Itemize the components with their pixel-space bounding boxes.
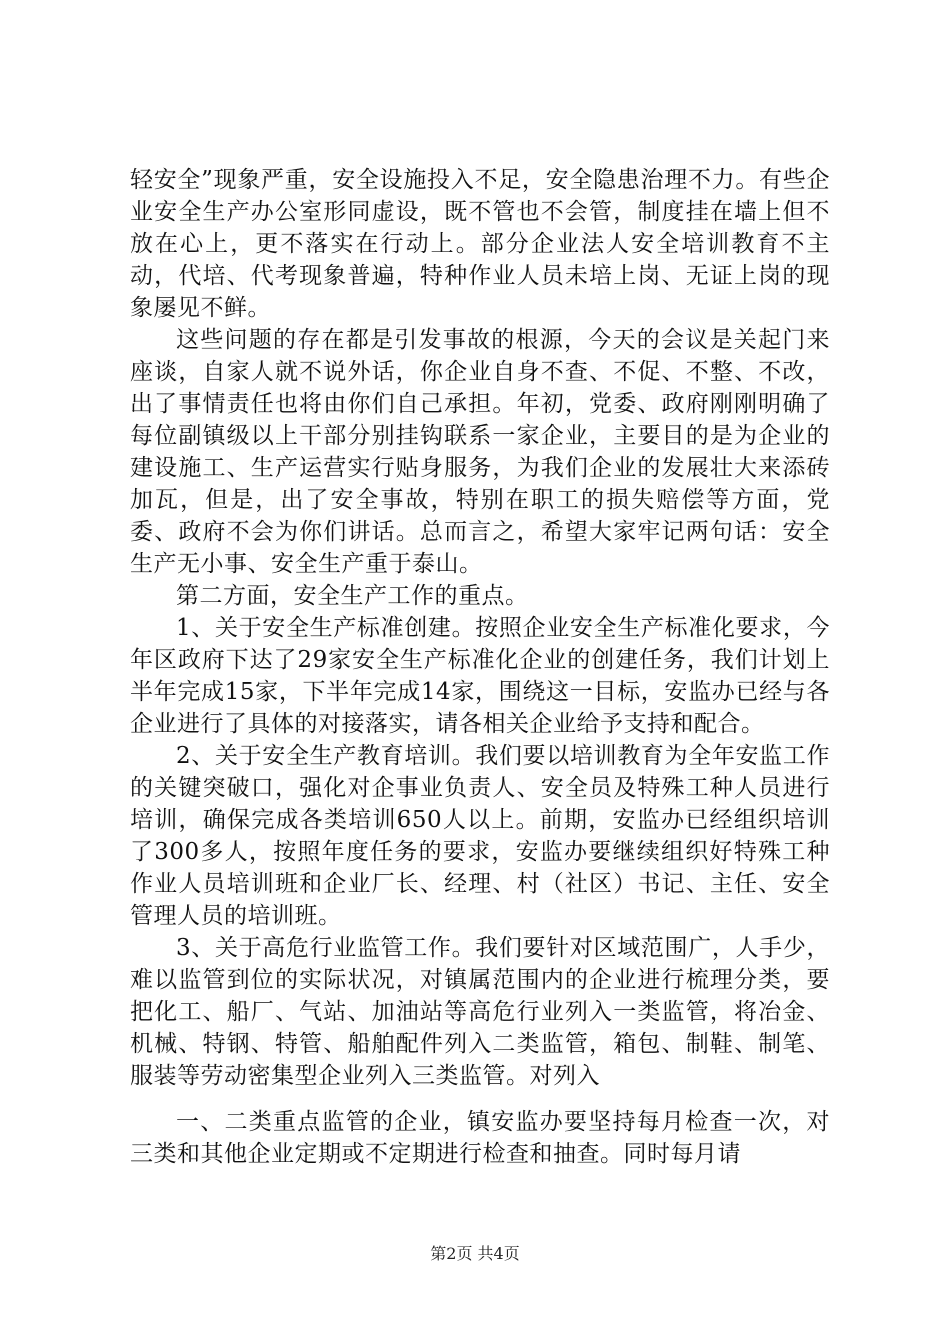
section-heading-second-aspect: 第二方面，安全生产工作的重点。 xyxy=(176,583,529,609)
page-footer xyxy=(0,1244,950,1264)
document-body xyxy=(130,164,830,1170)
paragraph-continuation: 轻安全”现象严重，安全设施投入不足，安全隐患治理不力。有些企业安全生产办公室形同虚设，既不管也不会管，制度挂在墙上但不放在心上，更不落实在行动上。部分企业法人安全培训教育不主动，代培、代考现象普遍，特种作业人员未培上岗、无证上岗的现象屡见不鲜。 xyxy=(130,167,830,321)
page-number-label: 第2页 共4页 xyxy=(430,1244,520,1263)
paragraph-high-risk-supervision: 3、关于高危行业监管工作。我们要针对区域范围广，人手少，难以监管到位的实际状况，对镇属范围内的企业进行梳理分类，要把化工、船厂、气站、加油站等高危行业列入一类监管，将冶金、机械、特钢、特管、船舶配件列入二类监管，箱包、制鞋、制笔、服装等劳动密集型企业列入三类监管。对列入 xyxy=(130,935,830,1089)
paragraph-standard-creation: 1、关于安全生产标准创建。按照企业安全生产标准化要求，今年区政府下达了29家安全生产标准化企业的创建任务，我们计划上半年完成15家，下半年完成14家，围绕这一目标，安监办已经与各企业进行了具体的对接落实，请各相关企业给予支持和配合。 xyxy=(130,615,830,737)
paragraph-root-causes: 这些问题的存在都是引发事故的根源，今天的会议是关起门来座谈，自家人就不说外话，你企业自身不查、不促、不整、不改，出了事情责任也将由你们自己承担。年初，党委、政府刚刚明确了每位副镇级以上干部分别挂钩联系一家企业，主要目的是为企业的建设施工、生产运营实行贴身服务，为我们企业的发展壮大来添砖加瓦，但是，出了安全事故，特别在职工的损失赔偿等方面，党委、政府不会为你们讲话。总而言之，希望大家牢记两句话：安全生产无小事、安全生产重于泰山。 xyxy=(130,327,830,577)
paragraph-education-training: 2、关于安全生产教育培训。我们要以培训教育为全年安监工作的关键突破口，强化对企事业负责人、安全员及特殊工种人员进行培训，确保完成各类培训650人以上。前期，安监办已经组织培训了300多人，按照年度任务的要求，安监办要继续组织好特殊工种作业人员培训班和企业厂长、经理、村（社区）书记、主任、安全管理人员的培训班。 xyxy=(130,743,830,929)
paragraph-inspection-schedule: 一、二类重点监管的企业，镇安监办要坚持每月检查一次，对三类和其他企业定期或不定期进行检查和抽查。同时每月请 xyxy=(130,1109,830,1167)
